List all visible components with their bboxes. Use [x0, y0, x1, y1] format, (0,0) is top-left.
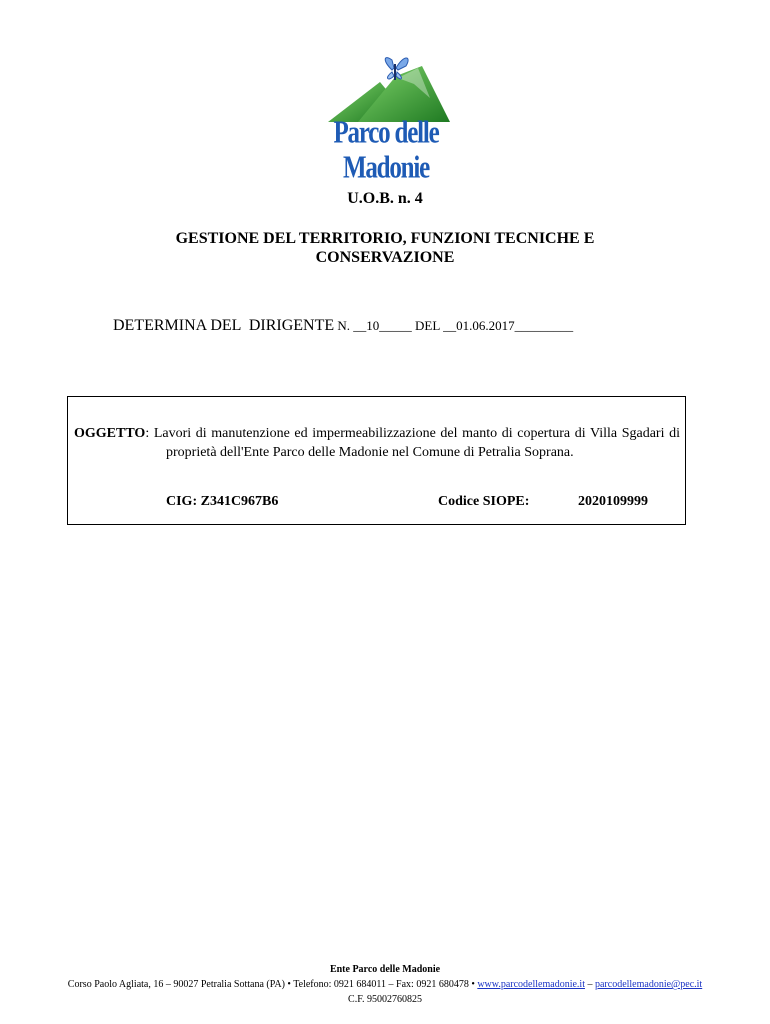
footer-entity: Ente Parco delle Madonie: [329, 964, 441, 975]
oggetto-paragraph: [74, 424, 680, 462]
website-link[interactable]: www.parcodellemadonie.it: [477, 979, 585, 990]
footer-contacts: [0, 977, 770, 992]
footer-tax-code: C.F. 95002760825: [348, 994, 422, 1005]
oggetto-label: OGGETTO: [74, 426, 146, 441]
footer: [0, 962, 770, 1007]
oggetto-box: [67, 396, 686, 525]
footer-address: Corso Paolo Agliata, 16 – 90027 Petralia Sottana (PA) • Telefono: 0921 684011 – Fax: 0921 680478 •: [67, 979, 478, 990]
department-line-1: GESTIONE DEL TERRITORIO, FUNZIONI TECNICHE E: [175, 230, 595, 247]
siope-value: 2020109999: [578, 494, 648, 509]
cig-code: CIG: Z341C967B6: [166, 494, 279, 509]
determina-line: [113, 317, 713, 335]
determina-number: N. __10_____ DEL __01.06.2017_________: [334, 318, 574, 333]
park-logo: [296, 54, 476, 185]
determina-label: DETERMINA DEL DIRIGENTE: [113, 317, 335, 334]
mountain-butterfly-icon: [318, 54, 454, 124]
uob-heading: U.O.B. n. 4: [347, 190, 423, 207]
logo-text: Parco delle Madonie: [333, 116, 439, 185]
siope-label: Codice SIOPE:: [438, 494, 530, 509]
department-heading: [140, 229, 630, 267]
department-line-2: CONSERVAZIONE: [315, 249, 455, 266]
oggetto-text: : Lavori di manutenzione ed impermeabilizzazione del manto di copertura di Villa Sgadari di proprietà dell'Ente Parco delle Madonie nel Comune di Petralia Soprana.: [145, 426, 680, 460]
footer-separator: –: [584, 979, 595, 990]
pec-email-link[interactable]: parcodellemadonie@pec.it: [594, 979, 703, 990]
